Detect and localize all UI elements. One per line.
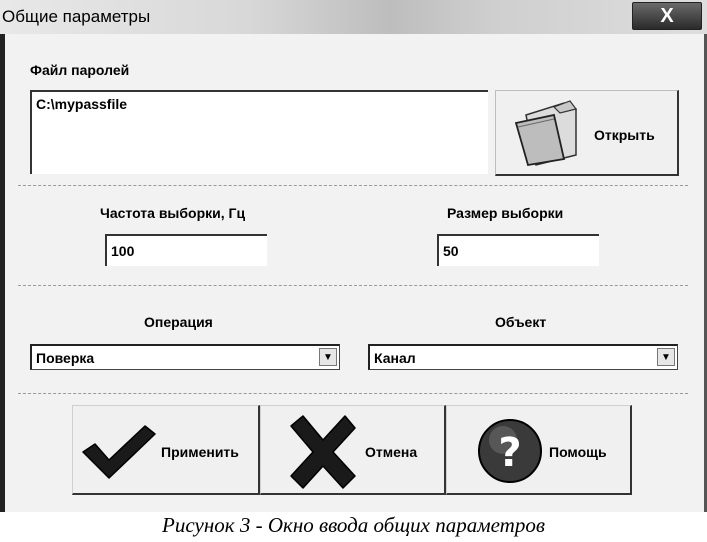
check-icon [79,422,159,482]
cancel-button[interactable] [260,405,446,495]
figure-caption: Рисунок 3 - Окно ввода общих параметров [162,513,545,537]
divider [18,285,688,286]
password-file-field[interactable]: C:\mypassfile [30,90,488,174]
close-button[interactable]: X [632,2,702,30]
cross-icon [283,412,363,492]
sampling-frequency-input[interactable]: 100 [105,234,267,266]
operation-label: Операция [144,314,213,330]
operation-select[interactable] [30,344,340,370]
open-button[interactable] [495,90,679,176]
window-title: Общие параметры [2,7,151,26]
help-button[interactable] [446,405,632,495]
question-icon [475,416,545,486]
help-button-label: Помощь [549,444,607,460]
sampling-frequency-label: Частота выборки, Гц [100,205,246,221]
divider [18,185,688,186]
cancel-button-label: Отмена [365,444,418,460]
title-bar[interactable] [0,0,707,34]
dropdown-arrow-icon[interactable]: ▼ [657,348,675,366]
operation-selected-value: Поверка [36,350,95,366]
svg-text:?: ? [498,430,522,476]
dropdown-arrow-icon[interactable]: ▼ [319,348,337,366]
apply-button[interactable] [72,405,260,495]
folder-icon [514,97,594,169]
apply-button-label: Применить [161,444,239,460]
sample-size-label: Размер выборки [447,205,564,221]
object-selected-value: Канал [374,350,416,366]
sample-size-input[interactable]: 50 [437,234,599,266]
password-file-label: Файл паролей [30,62,130,78]
object-label: Объект [495,314,547,330]
open-button-label: Открыть [594,127,655,143]
divider [18,393,688,394]
object-select[interactable] [368,344,678,370]
window-frame-left [0,34,5,512]
